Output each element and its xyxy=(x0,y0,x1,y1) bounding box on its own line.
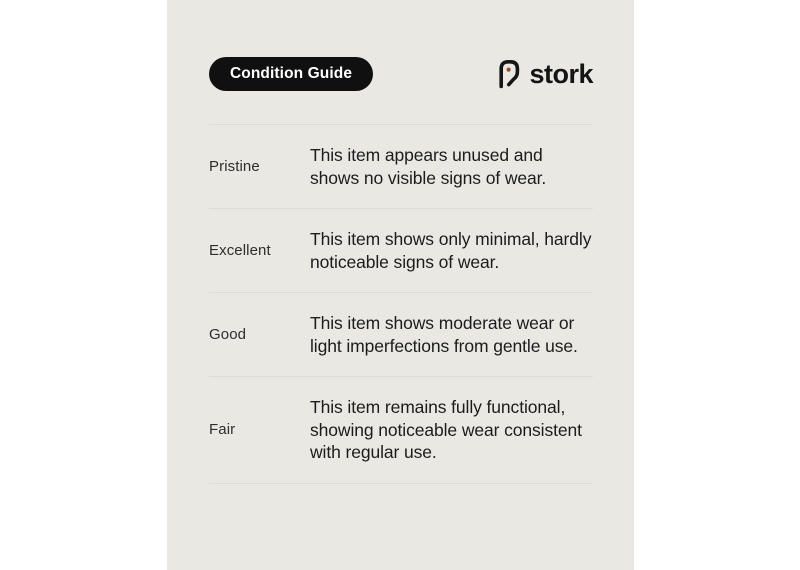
condition-row-good xyxy=(209,292,593,376)
brand-name: stork xyxy=(529,58,593,89)
condition-label: Excellent xyxy=(209,242,271,259)
condition-table xyxy=(209,124,593,484)
condition-description: This item shows only minimal, hardly noticeable signs of wear. xyxy=(310,229,592,272)
condition-description: This item shows moderate wear or light imperfections from gentle use. xyxy=(310,313,578,356)
condition-description: This item appears unused and shows no visible signs of wear. xyxy=(310,145,547,188)
condition-row-excellent xyxy=(209,208,593,292)
condition-row-fair xyxy=(209,376,593,483)
condition-guide-badge[interactable]: Condition Guide xyxy=(209,57,373,91)
stork-bird-icon xyxy=(497,58,522,90)
condition-label: Good xyxy=(209,326,247,343)
condition-description: This item remains fully functional, showing noticeable wear consistent with regular use. xyxy=(310,397,582,462)
stork-logo xyxy=(497,58,593,90)
condition-row-pristine xyxy=(209,124,593,208)
card-header xyxy=(209,57,593,91)
bottom-divider xyxy=(209,483,593,484)
condition-guide-card xyxy=(167,0,634,570)
condition-label: Fair xyxy=(209,421,236,439)
condition-label: Pristine xyxy=(209,158,260,175)
